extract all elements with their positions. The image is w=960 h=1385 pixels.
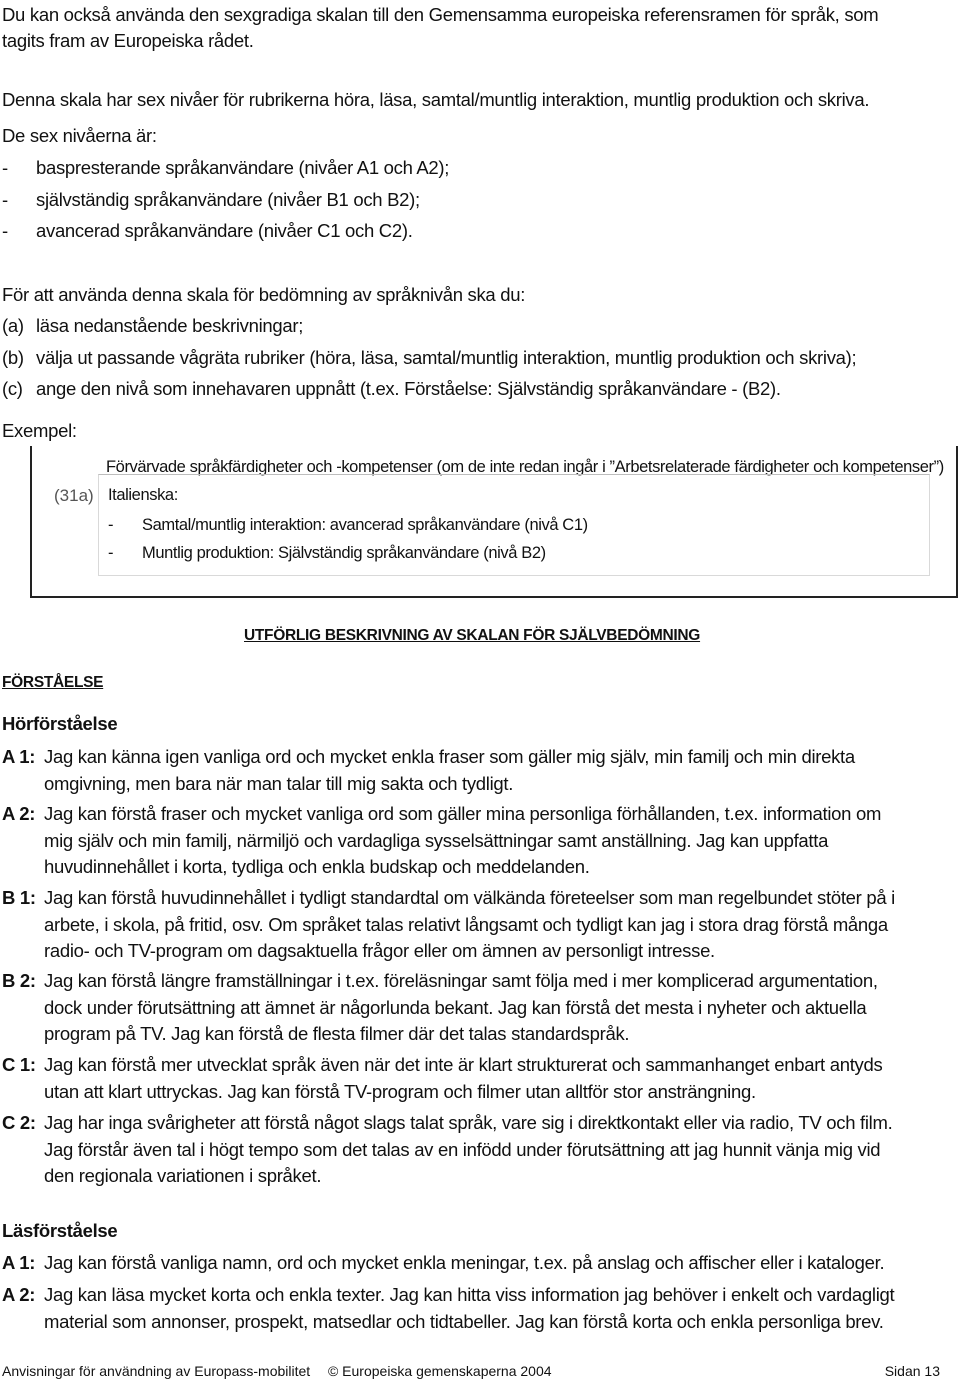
copyright-symbol: © [327,1363,339,1379]
intro-line-1: Du kan också använda den sexgradiga skalan till den Gemensamma europeiska referensramen för språk, som [2,4,879,25]
levels-heading: De sex nivåerna är: [2,125,157,146]
levels-intro: Denna skala har sex nivåer för rubrikerna höra, läsa, samtal/muntlig interaktion, muntlig produktion och skriva. [2,89,870,110]
footer-text: Anvisningar för användning av Europass-mobilitet © Europeiska gemenskaperna 2004 [2,1363,552,1379]
document-page: Du kan också använda den sexgradiga skalan till den Gemensamma europeiska referensramen för språk, som tagits fram av Europeiska rådet. Denna skala har sex nivåer för rubrikerna höra, läsa, samtal/muntlig interaktion, muntlig produktion och skriva. De sex nivåerna är: - baspresterande språkanvändare (nivåer A1 och A2); - självständig språkanvändare (nivåer B1 och B2); - avancerad språkanvändare (nivåer C1 och C2). För att använda denna skala för bedömning av språknivån ska du: (a) läsa nedanstående beskrivningar; (b) välja ut passande vågräta rubriker (höra, läsa, samtal/muntlig interaktion, muntlig produktion och skriva); (c) ange den nivå som innehavaren uppnått (t.ex. Förståelse: Självständig språkanvändare - (B2). Exempel: (31a) Förvärvade språkfärdigheter och -kompetenser (om de inte redan ingår i ”Arbetsrelaterade färdigheter och kompetenser”) Italienska: - Samtal/muntlig interaktion: avancerad språkanvändare (nivå C1) - Muntlig produktion: Självständig språkanvändare (nivå B2) UTFÖRLIG BESKRIVNING AV SKALAN FÖR SJÄLVBEDÖMNING FÖRSTÅELSE Hörförståelse A 1: Jag kan känna igen vanliga ord och mycket enkla fraser som gäller mig själv, min familj och min direkta omgivning, men bara när man talar till mig sakta och tydligt. A 2: Jag kan förstå fraser och mycket vanliga ord som gäller mina personliga förhållanden, t.ex. information om mig själv och min familj, närmiljö och vardagliga sysselsättningar samt anställning. Jag kan uppfatta huvudinnehållet i korta, tydliga och enkla budskap och meddelanden. B 1: Jag kan förstå huvudinnehållet i tydligt standardtal om välkända företeelser som man regelbundet stöter på i arbete, i skola, på fritid, osv. Om språket talas relativt långsamt och tydligt kan jag i stora drag förstå många radio- och TV-program om dagsaktuella frågor eller om ämnen av personligt intresse. B 2: Jag kan förstå längre framställningar i t.ex. föreläsningar samt följa med i mer komplicerad argumentation, dock under förutsättning att ämnet är någorlunda bekant. Jag kan förstå det mesta i nyheter och aktuella program på TV. Jag kan förstå de flesta filmer där det talas standardspråk. C 1: Jag kan förstå mer utvecklat språk även när det inte är klart strukturerat och sammanhanget enbart antyds utan att klart uttryckas. Jag kan förstå TV-program och filmer utan alltför stor ansträngning. C 2: Jag har inga svårigheter att förstå något slags talat språk, vare sig i direktkontakt eller via radio, TV och film. Jag förstår även tal i högt tempo som det talas av en infödd under förutsättning att jag hunnit vänja mig vid den regionala variationen i språket. Läsförståelse A 1: Jag kan förstå vanliga namn, ord och mycket enkla meningar, t.ex. på anslag och affischer eller i kataloger. A 2: Jag kan läsa mycket korta och enkla texter. Jag kan hitta viss information jag behöver i enkelt och vardagligt material som annonser, prospekt, matsedlar och tidtabeller. Jag kan förstå korta och enkla personliga brev. Anvisningar för användning av Europass-mobilitet © Europeiska gemenskaperna 2004 Sidan 13 [0,0,960,1385]
example-language: Italienska: [108,486,178,504]
page-number: Sidan 13 [884,1363,940,1379]
example-label: Exempel: [2,420,77,441]
example-item: - Muntlig produktion: Självständig språkanvändare (nivå B2) [108,544,546,562]
level-item: - baspresterande språkanvändare (nivåer A1 och A2); [2,155,449,181]
step-item: (b) välja ut passande vågräta rubriker (höra, läsa, samtal/muntlig interaktion, muntlig produktion och skriva); [2,347,857,368]
reading-heading: Läsförståelse [2,1220,118,1241]
dash-bullet: - [2,220,8,241]
listening-heading: Hörförståelse [2,713,118,734]
step-item: (c) ange den nivå som innehavaren uppnått (t.ex. Förståelse: Självständig språkanvändare - (B2). [2,378,781,399]
example-box [30,446,958,598]
level-item: - avancerad språkanvändare (nivåer C1 och C2). [2,218,413,244]
step-item: (a) läsa nedanstående beskrivningar; [2,315,304,336]
level-item: - självständig språkanvändare (nivåer B1 och B2); [2,187,420,213]
example-number: (31a) [54,486,94,505]
intro-line-2: tagits fram av Europeiska rådet. [2,30,254,51]
scale-title: UTFÖRLIG BESKRIVNING AV SKALAN FÖR SJÄLVBEDÖMNING [244,627,701,644]
example-header: Förvärvade språkfärdigheter och -kompetenser (om de inte redan ingår i ”Arbetsrelaterade färdigheter och kompetenser”) [106,458,944,476]
dash-bullet: - [2,189,8,210]
example-item: - Samtal/muntlig interaktion: avancerad språkanvändare (nivå C1) [108,516,588,534]
steps-heading: För att använda denna skala för bedömning av språknivån ska du: [2,284,526,305]
dash-bullet: - [2,157,8,178]
section-heading: FÖRSTÅELSE [2,674,104,691]
